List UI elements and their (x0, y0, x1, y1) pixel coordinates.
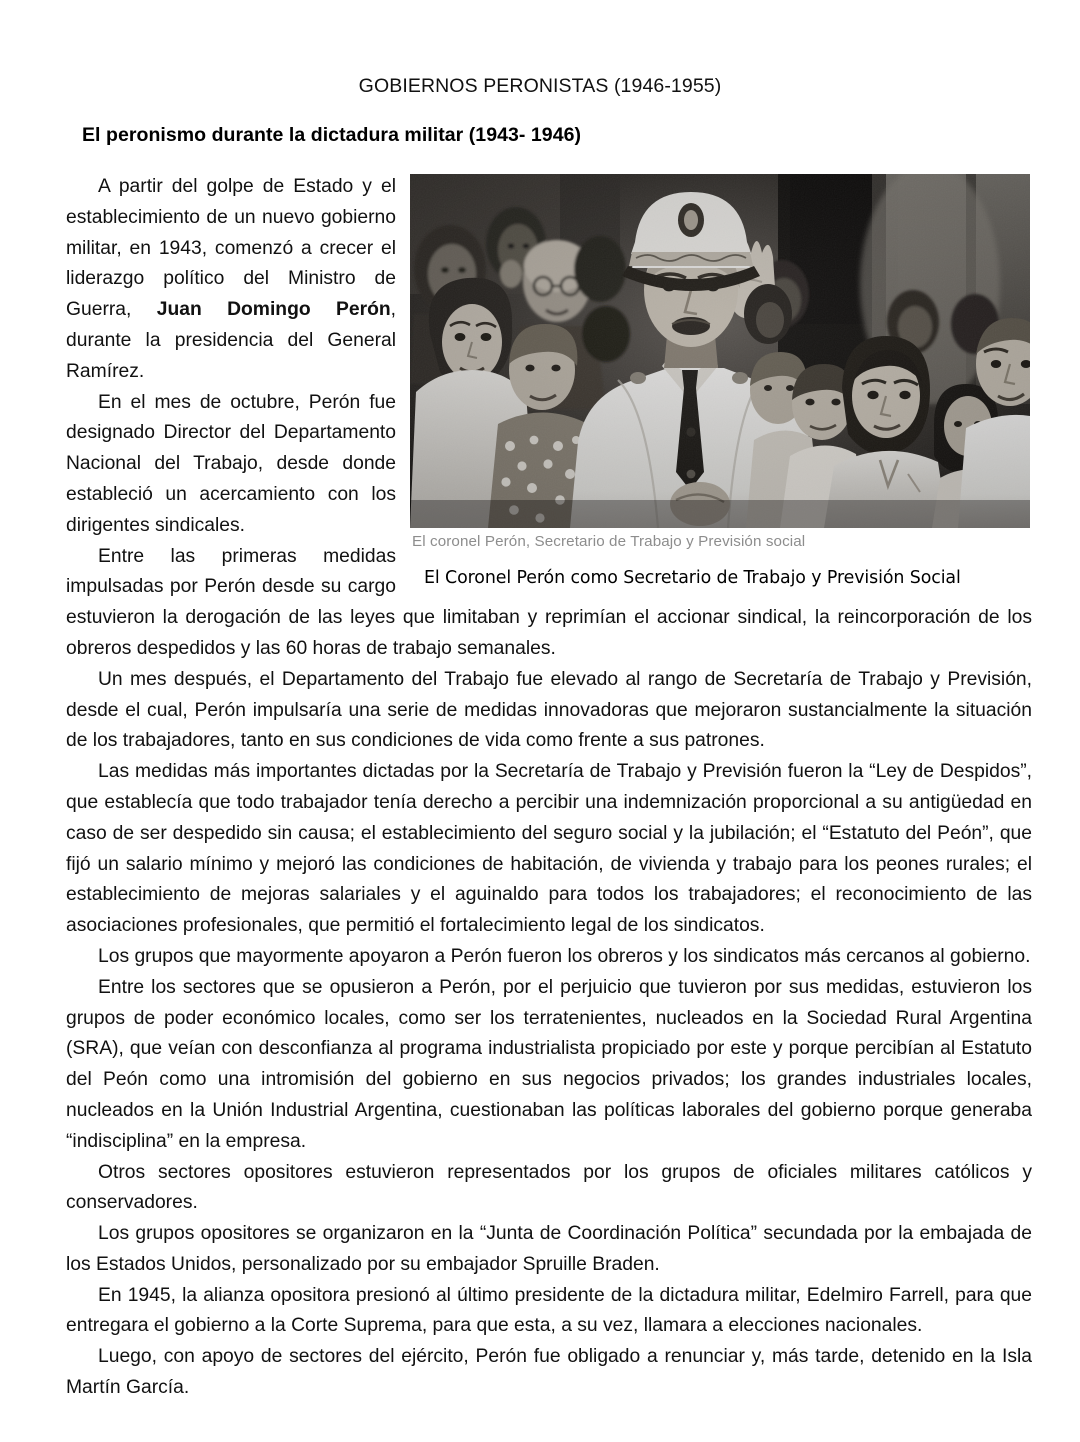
figure-peron-photo (410, 174, 1032, 600)
document-title: GOBIERNOS PERONISTAS (1946-1955) (358, 75, 722, 97)
paragraph-3: Entre las primeras medidas impulsadas por Perón desde su cargo estuvieron la derogación de las leyes que limitaban y reprimían el accionar sindical, la reincorporación de los obreros despedidos y las 60 horas de trabajo semanales. (66, 545, 1032, 659)
photo-peron-crowd (410, 174, 1030, 528)
paragraph-4: Un mes después, el Departamento del Trabajo fue elevado al rango de Secretaría de Trabajo y Previsión, desde el cual, Perón impulsaría una serie de medidas innovadoras que mejoraron sustancialmente la situación de los trabajadores, tanto en sus condiciones de vida como frente a sus patrones. (66, 668, 1032, 752)
paragraph-11: Luego, con apoyo de sectores del ejército, Perón fue obligado a renunciar y, más tarde, detenido en la Isla Martín García. (66, 1346, 1032, 1399)
paragraph-6: Los grupos que mayormente apoyaron a Perón fueron los obreros y los sindicatos más cercanos al gobierno. (98, 945, 1031, 967)
paragraph-1-part-a: A partir del golpe de Estado y el establecimiento de un nuevo gobierno militar, en 1943, comenzó a crecer el liderazgo político del Ministro de Guerra, (66, 176, 396, 321)
paragraph-10: En 1945, la alianza opositora presionó al último presidente de la dictadura militar, Edelmiro Farrell, para que entregara el gobierno a la Corte Suprema, para que esta, a su vez, llamara a elecciones nacionales. (66, 1284, 1032, 1337)
peron-name-bold: Juan Domingo Perón (156, 299, 391, 321)
paragraph-1-part-b: , durante la presidencia del General Ramírez. (66, 299, 396, 382)
figure-spacer (410, 590, 1032, 600)
body-text-flow (66, 172, 1032, 1404)
paragraph-5: Las medidas más importantes dictadas por la Secretaría de Trabajo y Previsión fueron la “Ley de Despidos”, que establecía que todo trabajador tenía derecho a percibir una indemnización proporcional a su antigüedad en caso de ser despedido sin causa; el establecimiento del seguro social y la jubilación; el “Estatuto del Peón”, que fijó un salario mínimo y mejoró las condiciones de habitación, de vivienda y trabajo para los peones rurales; el establecimiento de mejoras salariales y el aguinaldo para todos los trabajadores; el reconocimiento de las asociaciones profesionales, que permitió el fortalecimiento legal de los sindicatos. (66, 761, 1032, 937)
paragraph-9: Los grupos opositores se organizaron en la “Junta de Coordinación Política” secundada por la embajada de los Estados Unidos, personalizado por su embajador Spruille Braden. (66, 1223, 1032, 1275)
paragraph-8: Otros sectores opositores estuvieron representados por los grupos de oficiales militares católicos y conservadores. (66, 1161, 1032, 1214)
figure-caption-embedded: El coronel Perón, Secretario de Trabajo y Previsión social (412, 533, 806, 550)
section-heading: El peronismo durante la dictadura militar (1943- 1946) (82, 124, 582, 146)
paragraph-2: En el mes de octubre, Perón fue designado Director del Departamento Nacional del Trabajo, desde donde estableció un acercamiento con los dirigentes sindicales. (66, 391, 396, 536)
paragraph-7: Entre los sectores que se opusieron a Perón, por el perjuicio que tuvieron por sus medidas, estuvieron los grupos de poder económico locales, como ser los terratenientes, nucleados en la Sociedad Rural Argentina (SRA), que veían con desconfianza al programa industrialista propiciado por este y porque percibían al Estatuto del Peón como una intromisión del gobierno en sus negocios privados; los grandes industriales locales, nucleados en la Unión Industrial Argentina, cuestionaban las políticas laborales del gobierno porque generaba “indisciplina” en la empresa. (66, 976, 1032, 1152)
figure-caption-main: El Coronel Perón como Secretario de Trabajo y Previsión Social (424, 568, 961, 588)
